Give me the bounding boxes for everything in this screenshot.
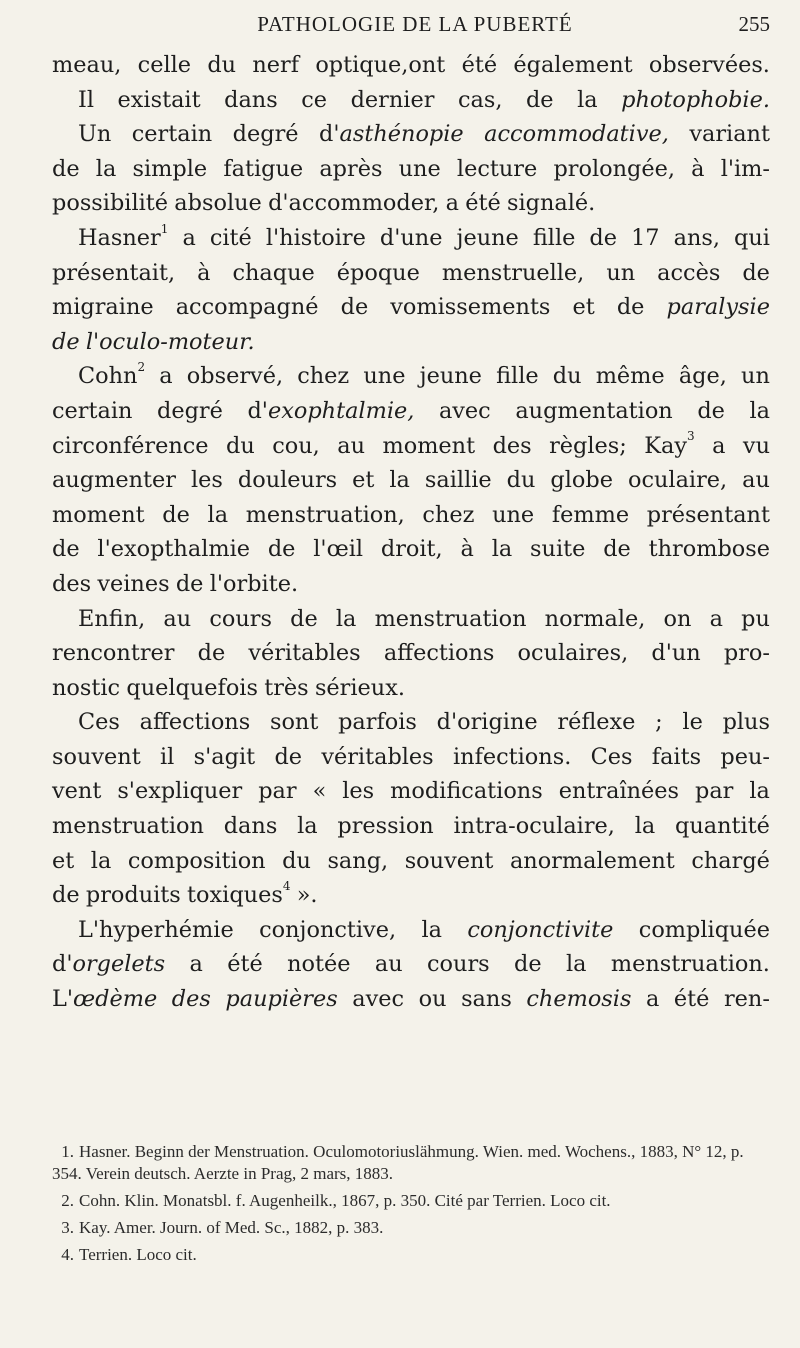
word: accès [657,259,721,286]
word: dans [224,86,278,113]
word: et [352,467,375,494]
word: moment [382,432,476,459]
word: chez [422,501,475,528]
word: augmentation [515,397,673,424]
word: la [335,605,357,632]
word: moment [52,501,145,528]
word: Enfin, [78,605,146,632]
word: a [709,605,723,632]
word: de [603,536,631,563]
word: signalé. [507,190,596,217]
word: ; [655,709,663,736]
footnotes [52,1141,770,1271]
word: menstruation, [245,501,405,528]
text-line [52,740,770,775]
word: affections [139,709,251,736]
word: une [492,501,535,528]
word: ». [296,882,318,909]
text-line [52,256,770,291]
word: de [525,86,554,113]
word: l'œil [313,536,364,563]
word: existait [117,86,201,113]
word: avec [352,986,405,1013]
word: l'histoire [265,224,366,251]
word: du [506,467,536,494]
footnote [52,1217,770,1239]
word: certain [52,397,133,424]
word: au [374,951,403,978]
word: présentant [646,501,770,528]
word: d'origine [436,709,538,736]
word: été [465,190,501,217]
footnote [52,1244,770,1266]
word: l'oculo-moteur. [85,328,255,355]
word: de [514,951,542,978]
word: conjonctive, [259,916,397,943]
footnote-number: 4. [61,1245,74,1264]
word: par [258,778,297,805]
word: quantité [674,813,770,840]
word: a [712,432,726,459]
text-line [52,636,770,671]
word: de [742,259,770,286]
footnote-number: 2. [61,1191,74,1210]
word: cou, [272,432,320,459]
word: jeune [419,363,482,390]
word: s'expliquer [117,778,243,805]
word: l'orbite. [209,570,299,597]
word: menstruation [52,813,204,840]
word: meau, [52,52,122,78]
word: chargé [691,847,770,874]
word: intra-oculaire, [453,813,615,840]
word: des [492,432,532,459]
word: par [695,778,734,805]
word: Un [78,121,112,148]
word: Cohn$^2$ [78,359,146,390]
word: a [445,190,459,217]
word: suite [530,536,586,563]
word: saillie [424,467,492,494]
word: une [398,155,441,182]
word: pu [741,605,770,632]
footnote [52,1190,770,1212]
text-line [52,774,770,809]
word: la [297,813,318,840]
word: cas, [457,86,503,113]
word: douleurs [237,467,338,494]
word: prolongée, [553,155,675,182]
word: d'un [651,640,701,667]
text-line [52,671,770,706]
word: la [749,397,770,424]
footnote-text: Terrien. Loco cit. [79,1245,197,1264]
word: de [267,536,296,563]
word: été [673,986,710,1013]
word: un [741,363,770,390]
word: ren- [723,986,770,1013]
word: toxiques$^4$ [187,878,291,909]
word: les [342,778,375,805]
word: accommodative, [484,121,669,148]
text-line [52,705,770,740]
footnote-marker: 1 [160,221,169,236]
word: sérieux. [314,674,405,701]
word: migraine [52,294,154,321]
word: ou [418,986,447,1013]
word: observées. [648,52,770,78]
word: 17 [631,224,660,251]
word: la [90,847,112,874]
text-line [52,394,770,429]
word: du [226,432,255,459]
word: même [595,363,665,390]
word: âge, [678,363,727,390]
page-number: 255 [738,12,770,36]
page-header [60,8,770,42]
word: circonférence [52,432,209,459]
word: et [572,294,595,321]
word: de [52,328,80,355]
text-line [52,878,770,913]
word: le [682,709,703,736]
word: l'exopthalmie [97,536,251,563]
word: du [552,363,582,390]
word: des [171,986,211,1013]
text-line [52,83,770,118]
footnote [52,1141,770,1185]
word: Il [78,86,95,113]
word: accompagné [175,294,319,321]
footnote-marker: 4 [282,878,291,893]
word: d'accommoder, [268,190,440,217]
word: un [606,259,636,286]
word: cours [209,605,272,632]
word: époque [336,259,420,286]
word: rencontrer [52,640,175,667]
word: la [491,536,513,563]
word: droit, [380,536,443,563]
word: affections [383,640,495,667]
word: à [691,155,705,182]
word: après [319,155,383,182]
word: cours [427,951,490,978]
word: d'une [379,224,443,251]
word: de [697,397,725,424]
word: de [52,536,80,563]
word: modifications [390,778,543,805]
word: à [460,536,474,563]
word: paupières [225,986,338,1013]
word: au [337,432,366,459]
word: au [742,467,770,494]
word: de [274,743,303,770]
word: très [264,674,309,701]
text-line [52,602,770,637]
running-title: PATHOLOGIE DE LA PUBERTÉ [257,12,573,36]
word: de [616,294,645,321]
word: également [513,52,633,78]
word: Hasner$^1$ [78,221,169,251]
word: degré [232,121,299,148]
word: de [52,882,80,909]
word: absolue [174,190,262,217]
word: pression [337,813,434,840]
footnote-text: Hasner. Beginn der Menstruation. Oculomotoriuslähmung. Wien. med. Wochens., 1883, N° 12, p. 354. Verein deutsch. Aerzte in Prag, 2 mars, 1883. [52,1142,744,1183]
word: plus [722,709,770,736]
word: la [577,86,598,113]
word: augmenter [52,467,176,494]
footnote-text: Cohn. Klin. Monatsbl. f. Augenheilk., 1867, p. 350. Cité par Terrien. Loco cit. [79,1191,611,1210]
word: vu [742,432,770,459]
word: quelquefois [126,674,258,701]
word: l'im- [720,155,770,182]
word: certain [131,121,213,148]
word: Ces [78,709,120,736]
word: menstruation [374,605,527,632]
word: L'œdème [52,986,158,1013]
word: la [95,155,117,182]
word: souvent [52,743,141,770]
word: a [159,363,173,390]
word: fille [496,363,539,390]
word: notée [287,951,351,978]
word: la [634,813,656,840]
text-line [52,809,770,844]
word: qui [734,224,770,251]
footnote-marker: 3 [687,429,695,444]
word: jeune [456,224,519,251]
word: été [461,52,498,78]
word: optique,ont [315,52,446,78]
word: a [182,224,196,251]
word: a [646,986,660,1013]
word: chemosis [526,986,632,1013]
text-line [52,982,770,1017]
word: faits [651,743,702,770]
word: règles; [549,432,627,459]
word: les [190,467,223,494]
word: ce [301,86,328,113]
word: ans, [673,224,720,251]
word: entraînées [558,778,680,805]
word: fatigue [223,155,304,182]
word: anormalement [509,847,675,874]
word: de [162,501,190,528]
word: chaque [232,259,315,286]
text-line [52,221,770,256]
word: menstruation. [610,951,770,978]
word: « [312,778,327,805]
word: la [207,501,229,528]
word: pro- [723,640,770,667]
word: dans [223,813,278,840]
word: la [421,916,442,943]
text-line [52,567,770,602]
word: la [749,778,770,805]
word: variant [689,121,770,148]
word: de [175,570,204,597]
word: globe [550,467,613,494]
footnote-marker: 2 [137,359,146,374]
word: véritables [321,743,434,770]
word: été [227,951,263,978]
word: de [589,224,618,251]
word: souvent [404,847,494,874]
text-line [52,913,770,948]
text-line [52,947,770,982]
word: avec [438,397,491,424]
word: de [52,155,80,182]
word: du [282,847,311,874]
word: nerf [252,52,300,78]
footnote-number: 3. [61,1218,74,1237]
word: thrombose [648,536,770,563]
text-line [52,152,770,187]
word: composition [127,847,266,874]
word: véritables [248,640,361,667]
word: L'hyperhémie [78,916,234,943]
word: degré [157,397,223,424]
text-line [52,429,770,464]
word: chez [297,363,350,390]
text-line [52,359,770,394]
word: veines [97,570,170,597]
word: et [52,847,75,874]
word: a [189,951,203,978]
word: possibilité [52,190,169,217]
word: Kay$^3$ [644,429,695,459]
word: des [52,570,92,597]
word: femme [551,501,630,528]
word: dernier [350,86,435,113]
word: observé, [186,363,284,390]
word: d'exophtalmie, [247,397,415,424]
word: simple [132,155,208,182]
text-line [52,186,770,221]
word: une [363,363,406,390]
word: sang, [327,847,389,874]
word: vomissements [390,294,551,321]
word: à [197,259,211,286]
body-text [52,48,770,1017]
text-line [52,325,770,360]
word: vent [52,778,102,805]
word: conjonctivite [467,916,614,943]
text-line [52,844,770,879]
word: il [160,743,175,770]
word: celle [137,52,192,78]
word: oculaires, [517,640,629,667]
word: compliquée [638,916,770,943]
footnote-number: 1. [61,1142,74,1161]
text-line [52,117,770,152]
word: de [197,640,226,667]
word: oculaire, [627,467,728,494]
text-line [52,290,770,325]
word: menstruelle, [441,259,585,286]
word: réflexe [557,709,636,736]
word: lecture [456,155,538,182]
word: parfois [338,709,417,736]
text-line [52,498,770,533]
word: produits [85,882,181,909]
word: Ces [590,743,633,770]
word: on [663,605,692,632]
word: nostic [52,674,121,701]
text-line [52,463,770,498]
word: d'asthénopie [319,121,464,148]
word: normale, [544,605,646,632]
word: photophobie. [621,86,770,113]
word: sans [461,986,512,1013]
footnote-text: Kay. Amer. Journ. of Med. Sc., 1882, p. 383. [79,1218,384,1237]
word: de [290,605,318,632]
word: du [207,52,237,78]
word: peu- [720,743,770,770]
word: paralysie [666,294,770,321]
word: sont [269,709,319,736]
word: la [565,951,587,978]
word: fille [532,224,576,251]
word: présentait, [52,259,176,286]
word: de [340,294,369,321]
word: d'orgelets [52,951,166,978]
word: infections. [452,743,572,770]
word: s'agit [193,743,256,770]
word: au [163,605,192,632]
word: cité [209,224,252,251]
text-line [52,48,770,83]
text-line [52,532,770,567]
word: la [389,467,410,494]
